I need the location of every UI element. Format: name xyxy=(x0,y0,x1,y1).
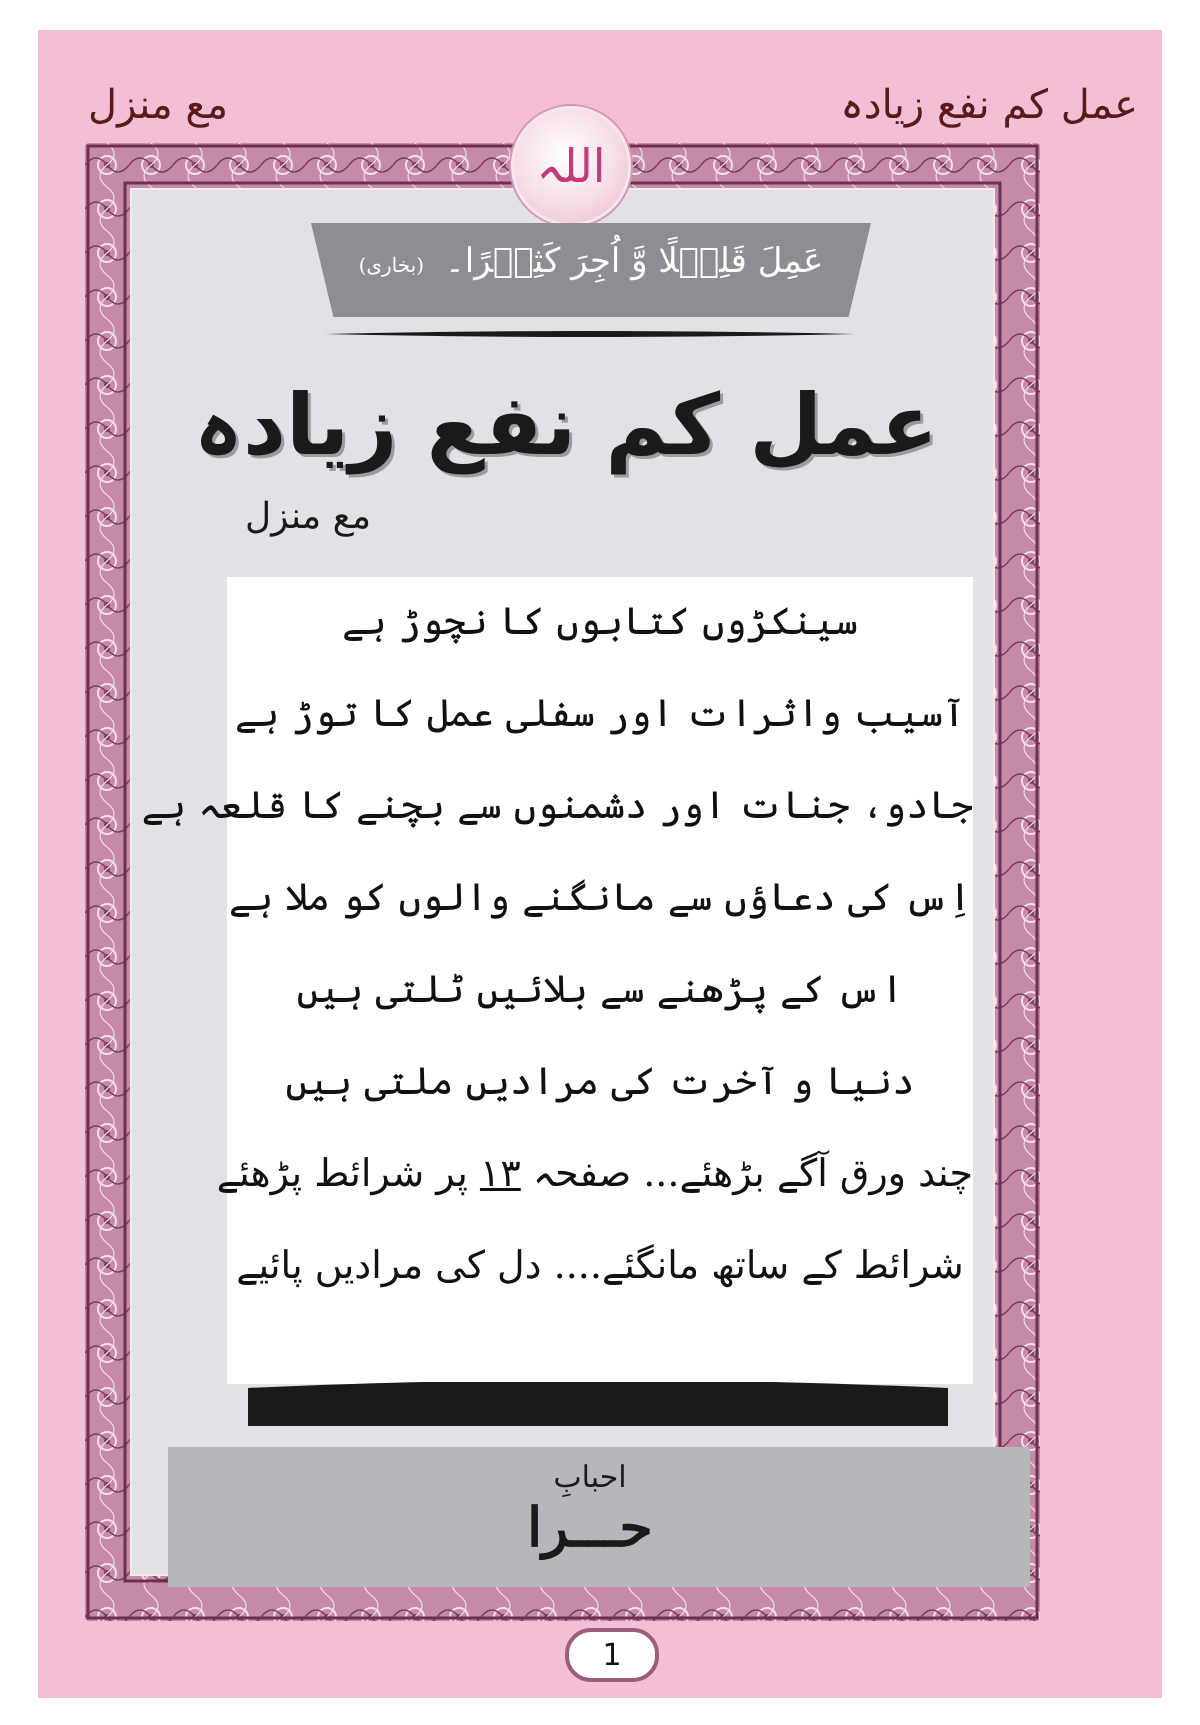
running-head-subtitle: مع منزل xyxy=(88,82,229,128)
medallion-text: اللہ xyxy=(536,139,606,193)
content-line-page-reference xyxy=(216,1151,973,1195)
line-seven-part1: چند ورق آگے بڑھئے... صفحہ xyxy=(532,1151,973,1195)
content-box xyxy=(141,577,973,1384)
content-box-footer-ribbon xyxy=(248,1382,948,1430)
motto-underline xyxy=(325,330,855,338)
page-number: 1 xyxy=(602,1637,622,1673)
motto-reference: (بخاری) xyxy=(358,253,425,277)
content-line: آسیب واثرات اور سفلی عمل کا توڑ ہے xyxy=(234,691,966,735)
content-line: اس کے پڑھنے سے بلائیں ٹلتی ہیں xyxy=(296,967,904,1011)
content-line: سینکڑوں کتابوں کا نچوڑ ہے xyxy=(342,599,858,643)
reference-page-number: ۱۳ xyxy=(479,1151,521,1195)
publisher-logo xyxy=(440,1460,740,1559)
book-title: عمل کم نفع زیادہ xyxy=(193,376,938,474)
content-line: شرائط کے ساتھ مانگئے.... دل کی مرادیں پائیے xyxy=(236,1243,964,1287)
content-line: دنیا و آخرت کی مرادیں ملتی ہیں xyxy=(285,1059,915,1103)
content-line: اِس کی دعاؤں سے مانگنے والوں کو ملا ہے xyxy=(228,875,972,919)
allah-medallion xyxy=(511,106,631,226)
publisher-small-text: احبابِ xyxy=(553,1460,627,1495)
page-number-badge xyxy=(565,1628,659,1682)
content-line: جادو، جنات اور دشمنوں سے بچنے کا قلعہ ہے xyxy=(141,783,973,827)
line-seven-part2: پر شرائط پڑھئے xyxy=(216,1151,468,1195)
book-subtitle: مع منزل xyxy=(245,496,372,537)
motto-arabic: عَمِلَ قَلِیۡلًا وَّ اُجِرَ کَثِیۡرًا۔ xyxy=(444,241,824,281)
running-head-title: عمل کم نفع زیادہ xyxy=(840,82,1138,128)
publisher-large-text: حـــرا xyxy=(527,1495,653,1559)
motto-text xyxy=(311,240,871,281)
